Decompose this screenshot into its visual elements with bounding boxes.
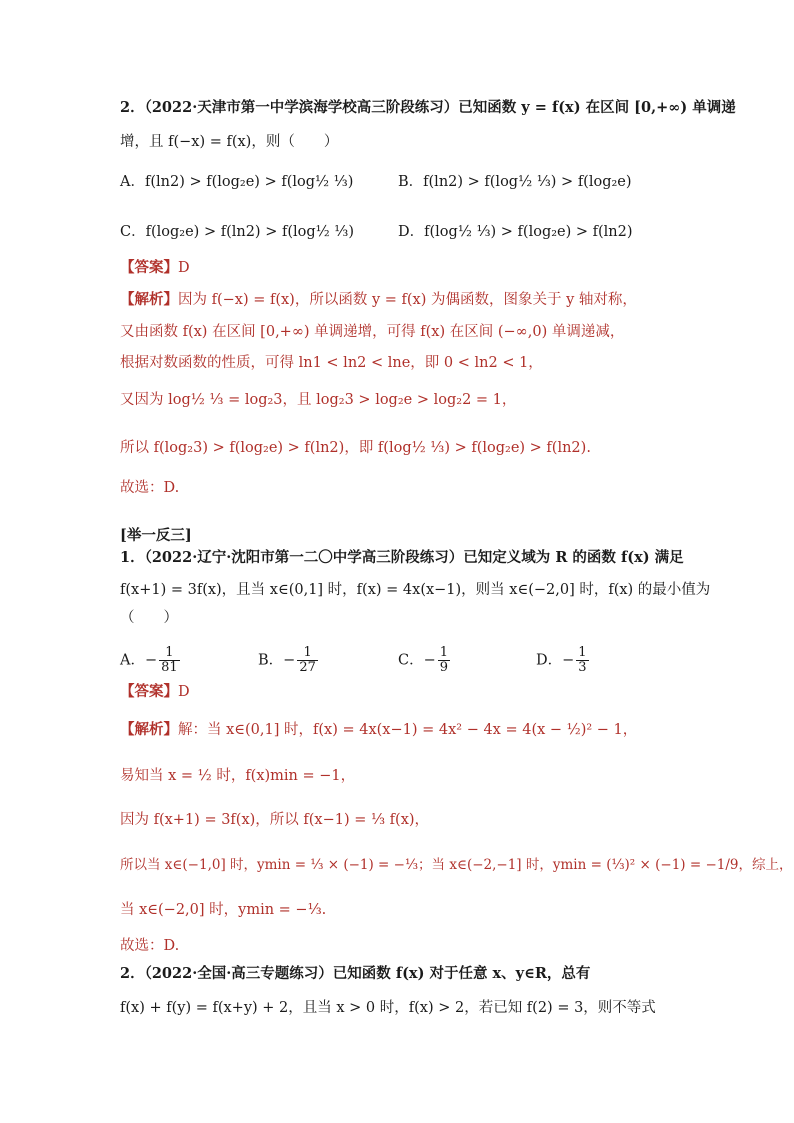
- question-2-analysis-line-2: 又由函数 f(x) 在区间 [0,+∞) 单调递增，可得 f(x) 在区间 (−∞,0) 单调递减，: [120, 324, 625, 340]
- question-2-stem-line-1: 2．（2022·天津市第一中学滨海学校高三阶段练习）已知函数 y = f(x) 在区间 [0,+∞) 单调递: [120, 99, 736, 116]
- option-d: D．f(log½ ⅓) > f(log₂e) > f(ln2): [398, 224, 633, 240]
- question-2b-stem-line-2: f(x) + f(y) = f(x+y) + 2，且当 x > 0 时，f(x) > 2，若已知 f(2) = 3，则不等式: [120, 1000, 656, 1016]
- question-1-analysis-line-5: 当 x∈(−2,0] 时，ymin = −⅓.: [120, 902, 327, 918]
- fraction: $\frac{1}{3}$: [578, 645, 587, 675]
- section-title: [举一反三]: [120, 527, 192, 544]
- option-a: A．− $\frac{1}{81}$: [120, 645, 178, 675]
- option-a: A．f(ln2) > f(log₂e) > f(log½ ⅓): [120, 174, 354, 190]
- fraction: $\frac{1}{27}$: [299, 645, 316, 675]
- question-1-options-row: [120, 640, 720, 680]
- question-2-analysis-line-3: 根据对数函数的性质，可得 ln1 < ln2 < lne，即 0 < ln2 < 1，: [120, 355, 543, 371]
- option-d: D．− $\frac{1}{3}$: [536, 645, 587, 675]
- question-1-analysis-line-4: 所以当 x∈(−1,0] 时，ymin = ⅓ × (−1) = −⅓；当 x∈(−2,−1] 时，ymin = (⅓)² × (−1) = −1/9，综上，: [120, 857, 793, 873]
- question-1-analysis-line-1: 【解析】解：当 x∈(0,1] 时，f(x) = 4x(x−1) = 4x² − 4x = 4(x − ½)² − 1，: [120, 721, 638, 738]
- question-2-stem-line-2: 增，且 f(−x) = f(x)，则（ ）: [120, 134, 339, 150]
- question-1-answer: 【答案】D: [120, 683, 190, 700]
- question-2-answer: 【答案】D: [120, 259, 190, 276]
- option-b: B．− $\frac{1}{27}$: [258, 645, 316, 675]
- question-2b-stem-line-1: 2．（2022·全国·高三专题练习）已知函数 f(x) 对于任意 x、y∈R，总有: [120, 965, 591, 982]
- option-c: C．f(log₂e) > f(ln2) > f(log½ ⅓): [120, 224, 354, 240]
- question-2-analysis-line-4: 又因为 log½ ⅓ = log₂3，且 log₂3 > log₂e > log₂2 = 1，: [120, 392, 517, 408]
- option-c: C．− $\frac{1}{9}$: [398, 645, 449, 675]
- question-1-analysis-line-6: 故选：D.: [120, 938, 180, 954]
- question-2-analysis-line-6: 故选：D.: [120, 480, 180, 496]
- question-1-analysis-line-2: 易知当 x = ½ 时，f(x)min = −1，: [120, 768, 356, 784]
- question-2-analysis-line-5: 所以 f(log₂3) > f(log₂e) > f(ln2)，即 f(log½ ⅓) > f(log₂e) > f(ln2).: [120, 440, 591, 456]
- option-b: B．f(ln2) > f(log½ ⅓) > f(log₂e): [398, 174, 632, 190]
- fraction: $\frac{1}{9}$: [439, 645, 449, 675]
- question-2-analysis-line-1: 【解析】因为 f(−x) = f(x)，所以函数 y = f(x) 为偶函数，图象关于 y 轴对称，: [120, 291, 637, 308]
- question-1-stem-line-2: f(x+1) = 3f(x)，且当 x∈(0,1] 时，f(x) = 4x(x−1)，则当 x∈(−2,0] 时，f(x) 的最小值为: [120, 582, 711, 598]
- question-1-stem-line-1: 1．（2022·辽宁·沈阳市第一二〇中学高三阶段练习）已知定义域为 R 的函数 f(x) 满足: [120, 549, 684, 566]
- question-1-stem-line-3: （ ）: [120, 610, 178, 626]
- question-1-analysis-line-3: 因为 f(x+1) = 3f(x)，所以 f(x−1) = ⅓ f(x)，: [120, 812, 430, 828]
- fraction: $\frac{1}{81}$: [161, 645, 178, 675]
